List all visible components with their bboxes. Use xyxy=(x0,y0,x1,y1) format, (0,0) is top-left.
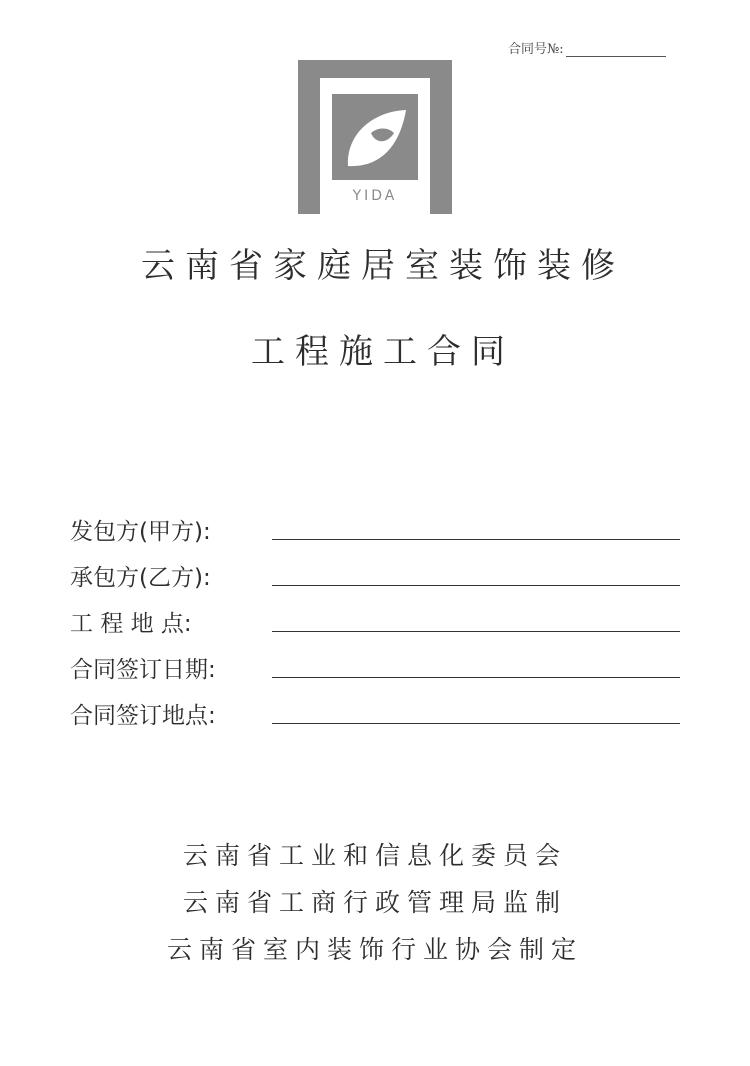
field-row-contractor xyxy=(70,546,680,592)
contract-number xyxy=(508,38,666,57)
field-label-contractor: 承包方(乙方): xyxy=(70,565,211,591)
issuer-line: 云南省工业和信息化委员会 xyxy=(182,841,567,870)
field-label-location: 工 程 地 点: xyxy=(70,611,192,637)
field-label-sign-date: 合同签订日期: xyxy=(70,657,216,683)
field-label-client: 发包方(甲方): xyxy=(70,519,211,545)
field-row-sign-place xyxy=(70,684,680,730)
title-line2: 工程施工合同 xyxy=(251,332,515,372)
field-label-sign-place: 合同签订地点: xyxy=(70,703,216,729)
field-blank-contractor[interactable] xyxy=(272,567,680,586)
issuer-line: 云南省工商行政管理局监制 xyxy=(182,888,567,917)
field-blank-location[interactable] xyxy=(272,613,680,632)
field-blank-sign-place[interactable] xyxy=(272,705,680,724)
contract-fields xyxy=(70,500,680,730)
field-row-sign-date xyxy=(70,638,680,684)
issuers xyxy=(0,836,750,977)
field-blank-sign-date[interactable] xyxy=(272,659,680,678)
field-row-client xyxy=(70,500,680,546)
field-row-location xyxy=(70,592,680,638)
issuer-line: 云南省室内装饰行业协会制定 xyxy=(166,935,583,964)
contract-number-label: 合同号№: xyxy=(508,42,564,57)
contract-number-blank[interactable] xyxy=(566,44,666,57)
logo-text: YIDA xyxy=(352,188,398,204)
yida-logo xyxy=(298,60,452,214)
title-line1: 云南省家庭居室装饰装修 xyxy=(141,246,625,286)
field-blank-client[interactable] xyxy=(272,521,680,540)
